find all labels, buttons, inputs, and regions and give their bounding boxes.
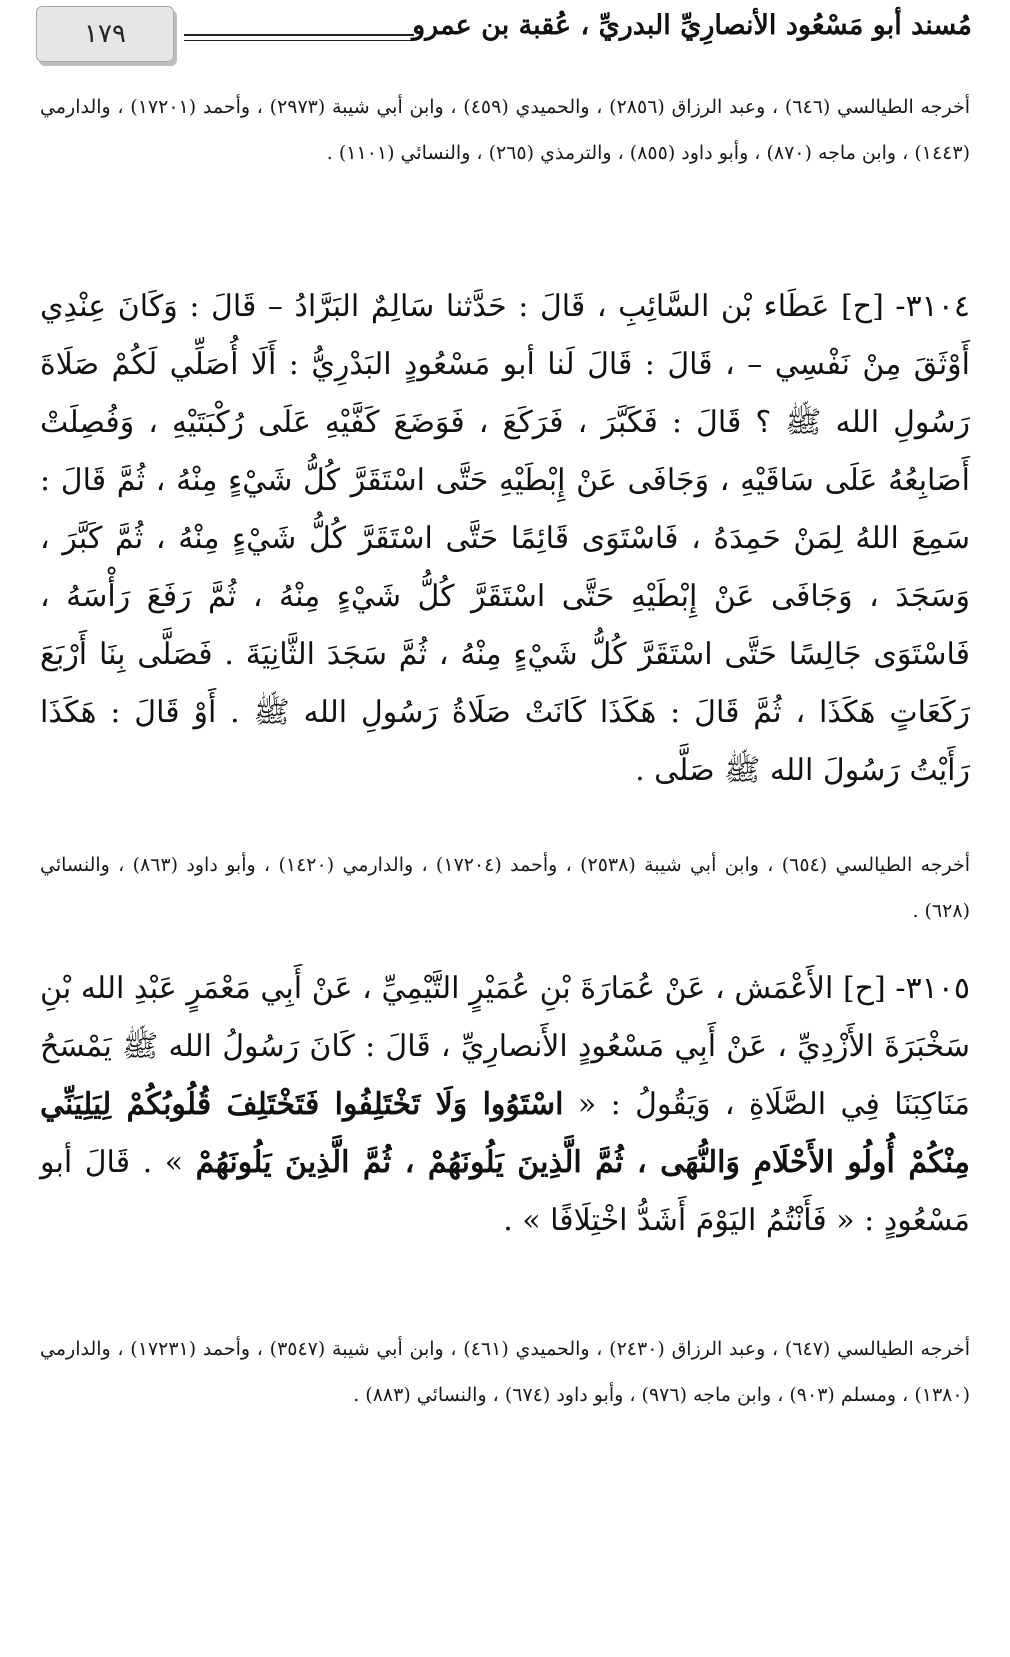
- takhrij-note-2: أخرجه الطيالسي (٦٥٤) ، وابن أبي شيبة (٢٥٣٨) ، وأحمد (١٧٢٠٤) ، والدارمي (١٤٢٠) ، وأبو داود (٨٦٣) ، والنسائي (٦٢٨) .: [40, 854, 971, 922]
- hadith-3105-isnad: ٣١٠٥- [ح] الأَعْمَش ، عَنْ عُمَارَةَ بْنِ عُمَيْرٍ التَّيْمِيِّ ، عَنْ أَبِي مَعْمَرٍ عَبْدِ الله بْنِ سَخْبَرَةَ الأَزْدِيِّ ، عَنْ أَبِي مَسْعُودٍ الأَنصارِيِّ ، قَالَ : كَانَ رَسُولُ الله ﷺ يَمْسَحُ مَنَاكِبَنَا فِي الصَّلَاةِ ، وَيَقُولُ : «: [40, 971, 970, 1122]
- header-rule: [184, 34, 414, 36]
- header-rule-thin: [184, 40, 414, 41]
- page-number: ١٧٩: [36, 6, 174, 62]
- hadith-3104: ٣١٠٤- [ح] عَطَاء بْن السَّائِبِ ، قَالَ : حَدَّثنا سَالِمٌ البَرَّادُ – قَالَ : وَكَانَ عِنْدِي أَوْثَقَ مِنْ نَفْسِي – ، قَالَ : قَالَ لَنا أبو مَسْعُودٍ البَدْرِيُّ : أَلَا أُصَلِّي لَكُمْ صَلَاةَ رَسُولِ الله ﷺ ؟ قَالَ : فَكَبَّرَ ، فَرَكَعَ ، فَوَضَعَ كَفَّيْهِ عَلَى رُكْبَتَيْهِ ، وَفُصِلَتْ أَصَابِعُهُ عَلَى سَاقَيْهِ ، وَجَافَى عَنْ إِبْطَيْهِ حَتَّى اسْتَقَرَّ كُلُّ شَيْءٍ مِنْهُ ، ثُمَّ قَالَ : سَمِعَ اللهُ لِمَنْ حَمِدَهُ ، فَاسْتَوَى قَائِمًا حَتَّى اسْتَقَرَّ كُلُّ شَيْءٍ مِنْهُ ، ثُمَّ كَبَّرَ ، وَسَجَدَ ، وَجَافَى عَنْ إِبْطَيْهِ حَتَّى اسْتَقَرَّ كُلُّ شَيْءٍ مِنْهُ ، ثُمَّ رَفَعَ رَأْسَهُ ، فَاسْتَوَى جَالِسًا حَتَّى اسْتَقَرَّ كُلُّ شَيْءٍ مِنْهُ ، ثُمَّ سَجَدَ الثَّانِيَةَ . فَصَلَّى بِنَا أَرْبَعَ رَكَعَاتٍ هَكَذَا ، ثُمَّ قَالَ : هَكَذَا كَانَتْ صَلَاةُ رَسُولِ الله ﷺ . أَوْ قَالَ : هَكَذَا رَأَيْتُ رَسُولَ الله ﷺ صَلَّى .: [40, 289, 970, 788]
- hadith-3105-ending: » . قَالَ أبو مَسْعُودٍ : « فَأَنْتُمُ اليَوْمَ أَشَدُّ اخْتِلَافًا » .: [40, 1145, 970, 1238]
- takhrij-note-1: أخرجه الطيالسي (٦٤٦) ، وعبد الرزاق (٢٨٥٦) ، والحميدي (٤٥٩) ، وابن أبي شيبة (٢٩٧٣) ، وأحمد (١٧٢٠١) ، والدارمي (١٤٤٣) ، وابن ماجه (٨٧٠) ، وأبو داود (٨٥٥) ، والترمذي (٢٦٥) ، والنسائي (١١٠١) .: [40, 96, 970, 164]
- running-title: مُسند أبو مَسْعُود الأنصارِيِّ البدريِّ ، عُقبة بن عمرو: [412, 10, 972, 41]
- hadith-3105: [40, 960, 970, 1250]
- takhrij-note-3: أخرجه الطيالسي (٦٤٧) ، وعبد الرزاق (٢٤٣٠) ، والحميدي (٤٦١) ، وابن أبي شيبة (٣٥٤٧) ، وأحمد (١٧٢٣١) ، والدارمي (١٣٨٠) ، ومسلم (٩٠٣) ، وابن ماجه (٩٧٦) ، وأبو داود (٦٧٤) ، والنسائي (٨٨٣) .: [40, 1338, 970, 1406]
- prophetic-quote: اسْتَوُوا وَلَا تَخْتَلِفُوا فَتَخْتَلِفَ قُلُوبُكُمْ لِيَلِيَنِّي مِنْكُمْ أُولُو الأَحْلَامِ وَالنُّهَى ، ثُمَّ الَّذِينَ يَلُونَهُمْ ، ثُمَّ الَّذِينَ يَلُونَهُمْ: [40, 1087, 970, 1180]
- page-header: [36, 4, 972, 64]
